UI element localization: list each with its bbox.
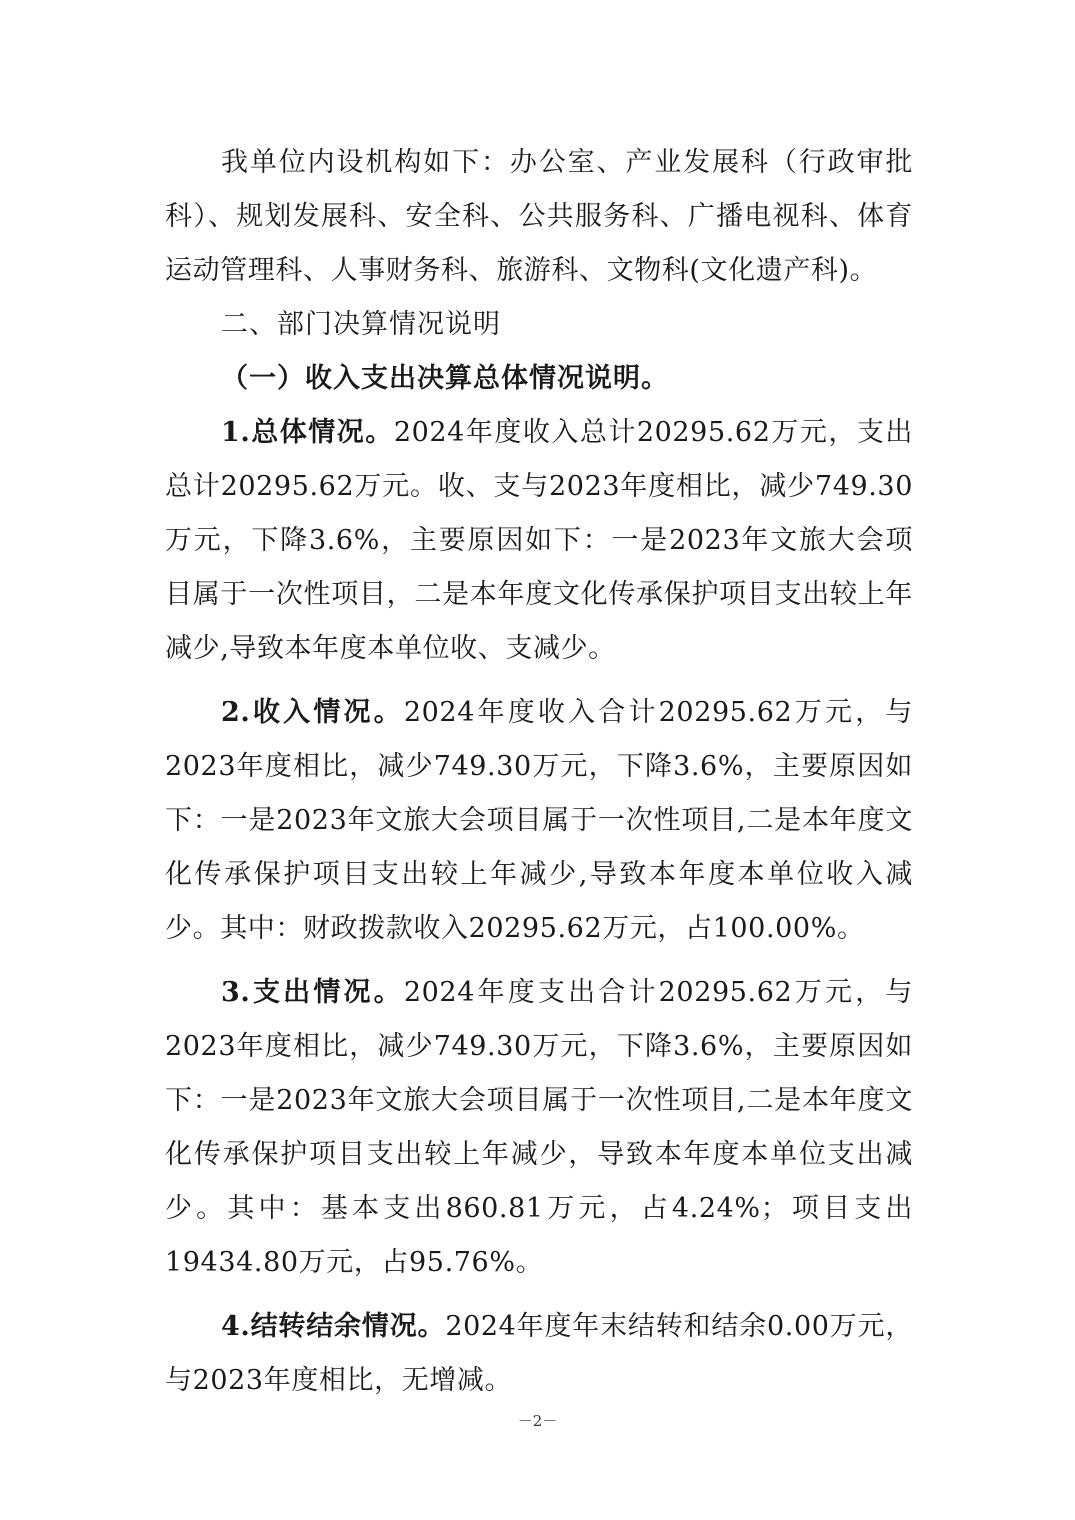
item-carryover-body: 2024年度年末结转和结余0.00万元，与2023年度相比，无增减。 (165, 1311, 913, 1396)
item-overall (165, 406, 913, 676)
item-expenditure-lead: 3.支出情况。 (221, 977, 404, 1008)
item-income (165, 686, 913, 956)
page-number: －2－ (517, 1412, 558, 1430)
item-overall-body: 2024年度收入总计20295.62万元，支出总计20295.62万元。收、支与2023年度相比，减少749.30万元，下降3.6%，主要原因如下：一是2023年文旅大会项目属于一次性项目，二是本年度文化传承保护项目支出较上年减少,导致本年度本单位收、支减少。 (165, 417, 913, 664)
item-income-body: 2024年度收入合计20295.62万元，与2023年度相比，减少749.30万元，下降3.6%，主要原因如下：一是2023年文旅大会项目属于一次性项目,二是本年度文化传承保护项目支出较上年减少,导致本年度本单位收入减少。其中：财政拨款收入20295.62万元，占100.00%。 (165, 697, 913, 944)
item-carryover-lead: 4.结转结余情况。 (221, 1311, 446, 1342)
item-carryover (165, 1300, 913, 1408)
item-overall-lead: 1.总体情况。 (221, 417, 394, 448)
item-expenditure-body: 2024年度支出合计20295.62万元，与2023年度相比，减少749.30万元，下降3.6%，主要原因如下：一是2023年文旅大会项目属于一次性项目,二是本年度文化传承保护项目支出较上年减少，导致本年度本单位支出减少。其中：基本支出860.81万元，占4.24%；项目支出19434.80万元，占95.76%。 (165, 977, 913, 1278)
item-expenditure (165, 966, 913, 1290)
section-title: 二、部门决算情况说明 (221, 309, 501, 340)
item-income-lead: 2.收入情况。 (221, 697, 404, 728)
subsection-title: （一）收入支出决算总体情况说明。 (221, 363, 669, 394)
intro-paragraph: 我单位内设机构如下：办公室、产业发展科（行政审批科）、规划发展科、安全科、公共服务科、广播电视科、体育运动管理科、人事财务科、旅游科、文物科(文化遗产科)。 (165, 147, 913, 286)
document-body (165, 136, 913, 1408)
